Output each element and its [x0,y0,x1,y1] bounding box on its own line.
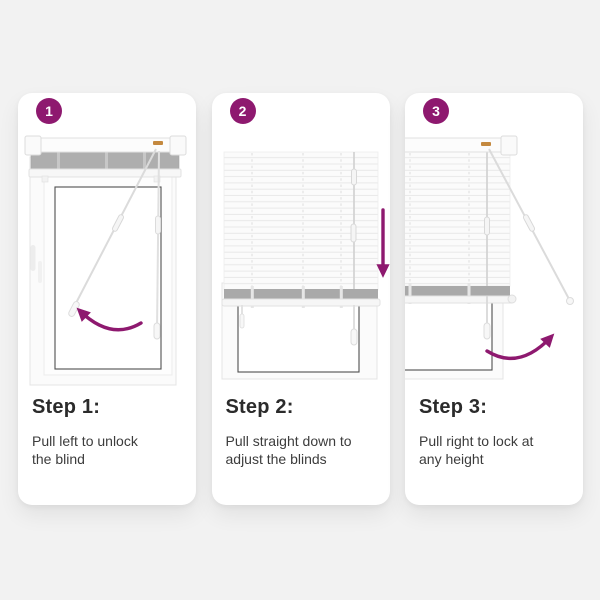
headrail [405,136,517,155]
step-1-number-badge: 1 [36,98,62,124]
step-1-description: Pull left to unlock the blind [32,433,138,467]
step-1-illustration [18,133,196,398]
step-2-title: Step 2: [225,396,294,418]
blind-bottom-rail [405,283,516,304]
cord-lock-icon [481,142,491,146]
blind-bottom-rail [222,286,380,308]
step-2-description: Pull straight down to adjust the blinds [225,433,352,467]
step-3-title: Step 3: [419,396,488,418]
headrail [25,136,186,155]
cord-lock-icon [153,141,163,145]
step-3-illustration [405,133,583,398]
window-frame [30,157,176,385]
step-card-3 [405,93,583,505]
step-2-illustration [212,133,390,398]
step-cards-row [18,93,583,505]
step-3-description: Pull right to lock at any height [419,433,534,467]
step-2-number-badge: 2 [230,98,256,124]
step-1-title: Step 1: [32,396,101,418]
step-card-2 [212,93,390,505]
step-3-number-badge: 3 [423,98,449,124]
step-card-1 [18,93,196,505]
partially-lowered-blind-slats [405,152,510,286]
